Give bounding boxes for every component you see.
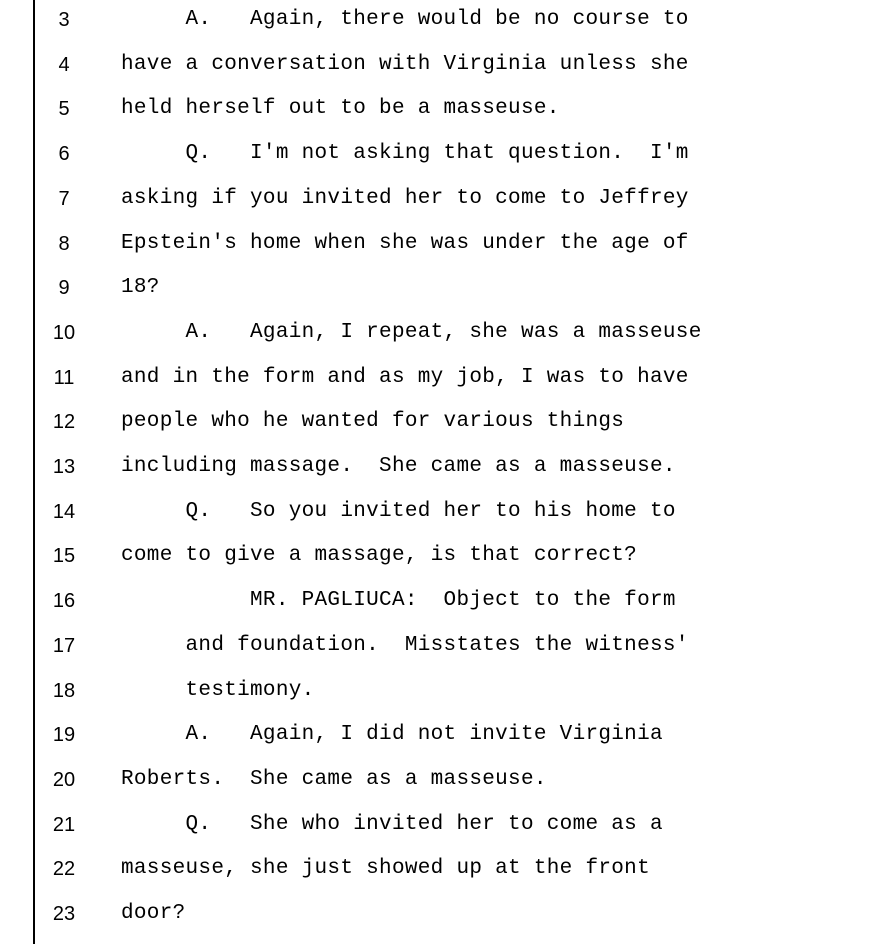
transcript-line — [0, 589, 870, 633]
line-number: 21 — [52, 813, 76, 836]
line-number: 19 — [52, 724, 76, 747]
line-number: 4 — [58, 53, 70, 76]
line-number: 23 — [52, 903, 76, 925]
transcript-line — [0, 187, 870, 231]
transcript-line — [0, 634, 870, 678]
line-text: 18? — [121, 276, 160, 300]
line-number: 16 — [52, 590, 76, 613]
transcript-line — [0, 97, 870, 141]
line-number: 17 — [52, 634, 76, 657]
line-text: Roberts. She came as a masseuse. — [121, 767, 547, 791]
line-number: 13 — [52, 456, 76, 478]
line-text: have a conversation with Virginia unless she — [121, 52, 689, 76]
line-text: Q. I'm not asking that question. I'm — [121, 142, 689, 166]
transcript-line — [0, 768, 870, 812]
transcript-line — [0, 455, 870, 499]
transcript-line — [0, 813, 870, 857]
line-number: 9 — [58, 277, 70, 300]
transcript-line — [0, 142, 870, 186]
line-number: 6 — [58, 143, 70, 166]
line-number: 8 — [58, 232, 70, 255]
line-text: A. Again, I did not invite Virginia — [121, 723, 663, 747]
line-number: 12 — [52, 411, 76, 434]
transcript-line — [0, 902, 870, 946]
transcript-line — [0, 53, 870, 97]
line-text: including massage. She came as a masseuse. — [121, 455, 676, 478]
line-text: and foundation. Misstates the witness' — [121, 633, 689, 657]
line-number: 5 — [58, 98, 70, 121]
transcript-line — [0, 276, 870, 320]
line-text: Q. So you invited her to his home to — [121, 499, 676, 523]
line-text: come to give a massage, is that correct? — [121, 544, 638, 568]
line-number: 15 — [52, 545, 76, 568]
line-text: people who he wanted for various things — [121, 410, 625, 434]
transcript-line — [0, 321, 870, 365]
transcript-line — [0, 857, 870, 901]
line-number: 22 — [52, 858, 76, 881]
transcript-line — [0, 723, 870, 767]
transcript-line — [0, 544, 870, 588]
line-text: testimony. — [121, 678, 315, 702]
line-number: 10 — [52, 321, 76, 344]
line-number: 18 — [52, 679, 76, 702]
line-text: and in the form and as my job, I was to have — [121, 365, 689, 389]
line-number: 14 — [52, 500, 76, 523]
line-number: 7 — [58, 187, 70, 210]
transcript-line — [0, 410, 870, 454]
transcript-line — [0, 679, 870, 723]
line-text: Q. She who invited her to come as a — [121, 812, 663, 836]
line-text: A. Again, there would be no course to — [121, 8, 689, 31]
line-text: held herself out to be a masseuse. — [121, 97, 560, 121]
transcript-line — [0, 366, 870, 410]
line-number: 20 — [52, 768, 76, 791]
line-text: MR. PAGLIUCA: Object to the form — [121, 589, 676, 613]
line-text: Epstein's home when she was under the age of — [121, 231, 689, 255]
line-text: asking if you invited her to come to Jeffrey — [121, 186, 689, 210]
transcript-line — [0, 8, 870, 52]
line-text: A. Again, I repeat, she was a masseuse — [121, 320, 702, 344]
line-text: masseuse, she just showed up at the front — [121, 857, 650, 881]
line-number: 11 — [53, 366, 75, 389]
transcript-line — [0, 500, 870, 544]
line-text: door? — [121, 902, 186, 925]
transcript-line — [0, 232, 870, 276]
line-number: 3 — [58, 9, 70, 31]
